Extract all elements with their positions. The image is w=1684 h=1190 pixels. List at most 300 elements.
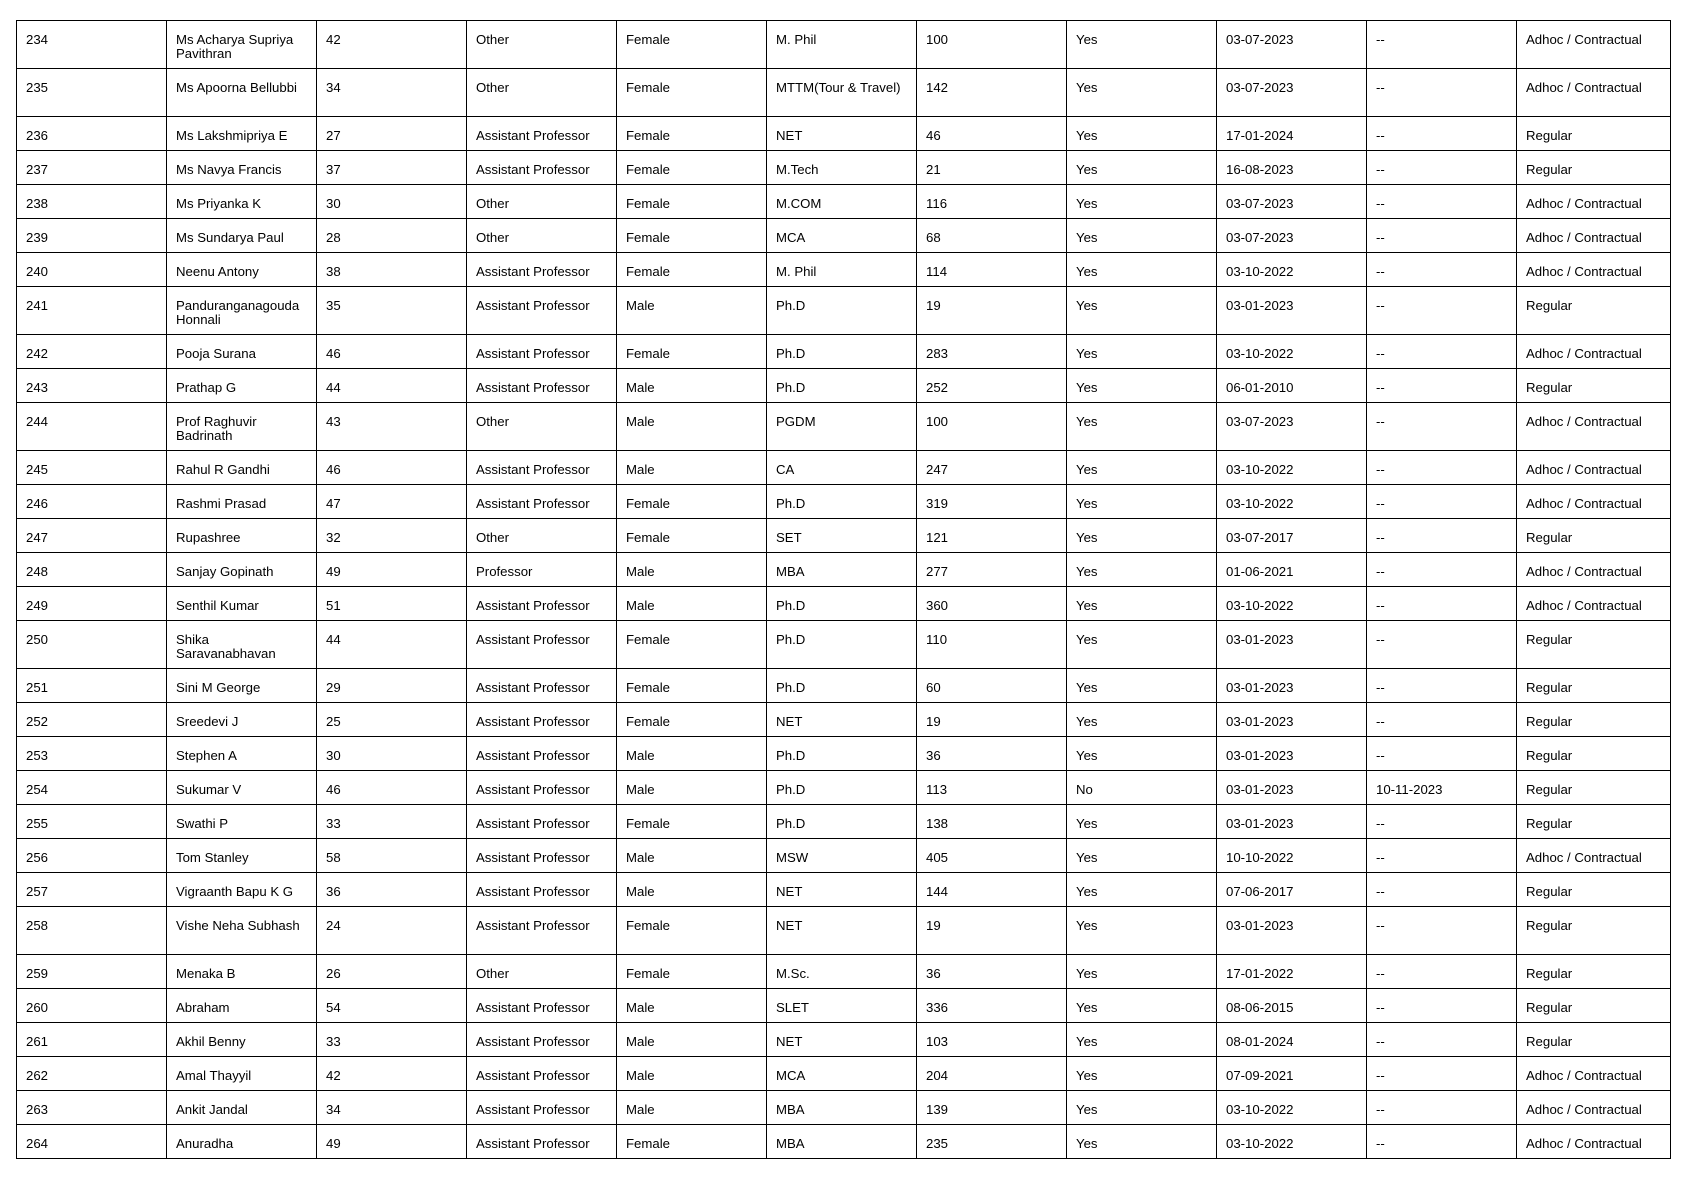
qualification-cell: Ph.D (767, 335, 917, 369)
name-cell: Tom Stanley (167, 839, 317, 873)
designation-cell: Assistant Professor (467, 117, 617, 151)
table-row (17, 1057, 1671, 1091)
leaving-date-cell: -- (1367, 805, 1517, 839)
leaving-date-cell: -- (1367, 117, 1517, 151)
serial-cell: 256 (17, 839, 167, 873)
leaving-date-cell: -- (1367, 1057, 1517, 1091)
table-row (17, 117, 1671, 151)
age-cell: 42 (317, 1057, 467, 1091)
currently-working-cell: Yes (1067, 451, 1217, 485)
experience-cell: 36 (917, 737, 1067, 771)
designation-cell: Assistant Professor (467, 703, 617, 737)
name-cell: Sukumar V (167, 771, 317, 805)
experience-cell: 336 (917, 989, 1067, 1023)
appointment-type-cell: Adhoc / Contractual (1517, 1091, 1671, 1125)
age-cell: 49 (317, 1125, 467, 1159)
joining-date-cell: 03-07-2023 (1217, 403, 1367, 451)
joining-date-cell: 06-01-2010 (1217, 369, 1367, 403)
name-cell: Shika Saravanabhavan (167, 621, 317, 669)
serial-cell: 253 (17, 737, 167, 771)
experience-cell: 142 (917, 69, 1067, 117)
experience-cell: 110 (917, 621, 1067, 669)
leaving-date-cell: -- (1367, 1125, 1517, 1159)
age-cell: 33 (317, 1023, 467, 1057)
currently-working-cell: Yes (1067, 703, 1217, 737)
qualification-cell: MSW (767, 839, 917, 873)
qualification-cell: MCA (767, 219, 917, 253)
gender-cell: Male (617, 369, 767, 403)
joining-date-cell: 03-01-2023 (1217, 669, 1367, 703)
joining-date-cell: 17-01-2024 (1217, 117, 1367, 151)
table-row (17, 519, 1671, 553)
faculty-table-body (17, 21, 1671, 1159)
age-cell: 29 (317, 669, 467, 703)
table-row (17, 185, 1671, 219)
joining-date-cell: 08-01-2024 (1217, 1023, 1367, 1057)
name-cell: Vishe Neha Subhash (167, 907, 317, 955)
age-cell: 43 (317, 403, 467, 451)
currently-working-cell: No (1067, 771, 1217, 805)
gender-cell: Female (617, 805, 767, 839)
designation-cell: Assistant Professor (467, 989, 617, 1023)
experience-cell: 277 (917, 553, 1067, 587)
table-row (17, 1125, 1671, 1159)
experience-cell: 319 (917, 485, 1067, 519)
gender-cell: Female (617, 69, 767, 117)
name-cell: Ms Acharya Supriya Pavithran (167, 21, 317, 69)
leaving-date-cell: -- (1367, 185, 1517, 219)
appointment-type-cell: Adhoc / Contractual (1517, 1125, 1671, 1159)
joining-date-cell: 03-10-2022 (1217, 335, 1367, 369)
age-cell: 27 (317, 117, 467, 151)
age-cell: 32 (317, 519, 467, 553)
appointment-type-cell: Regular (1517, 805, 1671, 839)
name-cell: Ms Apoorna Bellubbi (167, 69, 317, 117)
age-cell: 46 (317, 335, 467, 369)
gender-cell: Female (617, 669, 767, 703)
currently-working-cell: Yes (1067, 69, 1217, 117)
currently-working-cell: Yes (1067, 839, 1217, 873)
gender-cell: Female (617, 1125, 767, 1159)
leaving-date-cell: -- (1367, 703, 1517, 737)
designation-cell: Assistant Professor (467, 335, 617, 369)
designation-cell: Assistant Professor (467, 771, 617, 805)
gender-cell: Female (617, 519, 767, 553)
currently-working-cell: Yes (1067, 151, 1217, 185)
table-row (17, 955, 1671, 989)
table-row (17, 873, 1671, 907)
age-cell: 34 (317, 1091, 467, 1125)
gender-cell: Male (617, 587, 767, 621)
experience-cell: 247 (917, 451, 1067, 485)
serial-cell: 234 (17, 21, 167, 69)
table-row (17, 287, 1671, 335)
gender-cell: Male (617, 989, 767, 1023)
name-cell: Anuradha (167, 1125, 317, 1159)
table-row (17, 989, 1671, 1023)
experience-cell: 144 (917, 873, 1067, 907)
qualification-cell: MTTM(Tour & Travel) (767, 69, 917, 117)
experience-cell: 19 (917, 287, 1067, 335)
designation-cell: Assistant Professor (467, 151, 617, 185)
name-cell: Ms Priyanka K (167, 185, 317, 219)
table-row (17, 451, 1671, 485)
designation-cell: Other (467, 219, 617, 253)
qualification-cell: Ph.D (767, 771, 917, 805)
qualification-cell: Ph.D (767, 485, 917, 519)
appointment-type-cell: Regular (1517, 873, 1671, 907)
serial-cell: 251 (17, 669, 167, 703)
serial-cell: 236 (17, 117, 167, 151)
currently-working-cell: Yes (1067, 519, 1217, 553)
qualification-cell: Ph.D (767, 669, 917, 703)
qualification-cell: M.Tech (767, 151, 917, 185)
appointment-type-cell: Regular (1517, 519, 1671, 553)
experience-cell: 68 (917, 219, 1067, 253)
joining-date-cell: 03-10-2022 (1217, 587, 1367, 621)
gender-cell: Female (617, 485, 767, 519)
currently-working-cell: Yes (1067, 737, 1217, 771)
table-row (17, 369, 1671, 403)
gender-cell: Male (617, 1091, 767, 1125)
currently-working-cell: Yes (1067, 485, 1217, 519)
table-row (17, 621, 1671, 669)
table-row (17, 907, 1671, 955)
leaving-date-cell: -- (1367, 369, 1517, 403)
serial-cell: 260 (17, 989, 167, 1023)
appointment-type-cell: Regular (1517, 771, 1671, 805)
serial-cell: 245 (17, 451, 167, 485)
table-row (17, 669, 1671, 703)
currently-working-cell: Yes (1067, 1023, 1217, 1057)
currently-working-cell: Yes (1067, 1125, 1217, 1159)
leaving-date-cell: -- (1367, 553, 1517, 587)
age-cell: 36 (317, 873, 467, 907)
serial-cell: 238 (17, 185, 167, 219)
currently-working-cell: Yes (1067, 805, 1217, 839)
designation-cell: Other (467, 21, 617, 69)
currently-working-cell: Yes (1067, 403, 1217, 451)
serial-cell: 254 (17, 771, 167, 805)
gender-cell: Female (617, 955, 767, 989)
currently-working-cell: Yes (1067, 587, 1217, 621)
appointment-type-cell: Regular (1517, 621, 1671, 669)
gender-cell: Female (617, 703, 767, 737)
leaving-date-cell: -- (1367, 21, 1517, 69)
currently-working-cell: Yes (1067, 955, 1217, 989)
joining-date-cell: 01-06-2021 (1217, 553, 1367, 587)
qualification-cell: M. Phil (767, 253, 917, 287)
experience-cell: 138 (917, 805, 1067, 839)
experience-cell: 46 (917, 117, 1067, 151)
experience-cell: 21 (917, 151, 1067, 185)
serial-cell: 246 (17, 485, 167, 519)
serial-cell: 257 (17, 873, 167, 907)
appointment-type-cell: Adhoc / Contractual (1517, 553, 1671, 587)
leaving-date-cell: -- (1367, 955, 1517, 989)
qualification-cell: Ph.D (767, 369, 917, 403)
designation-cell: Other (467, 955, 617, 989)
gender-cell: Male (617, 737, 767, 771)
appointment-type-cell: Regular (1517, 1023, 1671, 1057)
name-cell: Rahul R Gandhi (167, 451, 317, 485)
gender-cell: Female (617, 151, 767, 185)
qualification-cell: NET (767, 703, 917, 737)
designation-cell: Assistant Professor (467, 1091, 617, 1125)
joining-date-cell: 03-01-2023 (1217, 287, 1367, 335)
joining-date-cell: 03-01-2023 (1217, 737, 1367, 771)
joining-date-cell: 08-06-2015 (1217, 989, 1367, 1023)
table-row (17, 1023, 1671, 1057)
serial-cell: 264 (17, 1125, 167, 1159)
joining-date-cell: 16-08-2023 (1217, 151, 1367, 185)
leaving-date-cell: -- (1367, 219, 1517, 253)
age-cell: 35 (317, 287, 467, 335)
appointment-type-cell: Adhoc / Contractual (1517, 21, 1671, 69)
age-cell: 42 (317, 21, 467, 69)
qualification-cell: NET (767, 117, 917, 151)
age-cell: 54 (317, 989, 467, 1023)
qualification-cell: Ph.D (767, 621, 917, 669)
joining-date-cell: 17-01-2022 (1217, 955, 1367, 989)
age-cell: 47 (317, 485, 467, 519)
qualification-cell: M. Phil (767, 21, 917, 69)
name-cell: Akhil Benny (167, 1023, 317, 1057)
age-cell: 49 (317, 553, 467, 587)
appointment-type-cell: Adhoc / Contractual (1517, 451, 1671, 485)
table-row (17, 805, 1671, 839)
table-row (17, 553, 1671, 587)
table-row (17, 703, 1671, 737)
serial-cell: 237 (17, 151, 167, 185)
name-cell: Ms Lakshmipriya E (167, 117, 317, 151)
name-cell: Vigraanth Bapu K G (167, 873, 317, 907)
gender-cell: Female (617, 335, 767, 369)
age-cell: 25 (317, 703, 467, 737)
experience-cell: 60 (917, 669, 1067, 703)
gender-cell: Male (617, 1057, 767, 1091)
age-cell: 44 (317, 369, 467, 403)
joining-date-cell: 03-07-2023 (1217, 219, 1367, 253)
table-row (17, 403, 1671, 451)
age-cell: 30 (317, 737, 467, 771)
leaving-date-cell: -- (1367, 151, 1517, 185)
age-cell: 44 (317, 621, 467, 669)
name-cell: Panduranganagouda Honnali (167, 287, 317, 335)
designation-cell: Other (467, 185, 617, 219)
qualification-cell: Ph.D (767, 287, 917, 335)
serial-cell: 258 (17, 907, 167, 955)
leaving-date-cell: -- (1367, 587, 1517, 621)
leaving-date-cell: -- (1367, 335, 1517, 369)
name-cell: Prof Raghuvir Badrinath (167, 403, 317, 451)
gender-cell: Female (617, 185, 767, 219)
name-cell: Ms Navya Francis (167, 151, 317, 185)
age-cell: 46 (317, 451, 467, 485)
currently-working-cell: Yes (1067, 21, 1217, 69)
currently-working-cell: Yes (1067, 219, 1217, 253)
appointment-type-cell: Regular (1517, 907, 1671, 955)
name-cell: Stephen A (167, 737, 317, 771)
joining-date-cell: 07-06-2017 (1217, 873, 1367, 907)
appointment-type-cell: Adhoc / Contractual (1517, 185, 1671, 219)
qualification-cell: Ph.D (767, 587, 917, 621)
currently-working-cell: Yes (1067, 185, 1217, 219)
serial-cell: 244 (17, 403, 167, 451)
age-cell: 30 (317, 185, 467, 219)
gender-cell: Female (617, 621, 767, 669)
gender-cell: Male (617, 451, 767, 485)
leaving-date-cell: -- (1367, 839, 1517, 873)
designation-cell: Other (467, 519, 617, 553)
leaving-date-cell: -- (1367, 1091, 1517, 1125)
appointment-type-cell: Adhoc / Contractual (1517, 1057, 1671, 1091)
appointment-type-cell: Regular (1517, 151, 1671, 185)
joining-date-cell: 03-01-2023 (1217, 621, 1367, 669)
joining-date-cell: 03-07-2017 (1217, 519, 1367, 553)
name-cell: Pooja Surana (167, 335, 317, 369)
gender-cell: Female (617, 253, 767, 287)
name-cell: Abraham (167, 989, 317, 1023)
experience-cell: 36 (917, 955, 1067, 989)
designation-cell: Assistant Professor (467, 485, 617, 519)
currently-working-cell: Yes (1067, 1057, 1217, 1091)
name-cell: Sini M George (167, 669, 317, 703)
experience-cell: 405 (917, 839, 1067, 873)
serial-cell: 255 (17, 805, 167, 839)
leaving-date-cell: -- (1367, 737, 1517, 771)
qualification-cell: SLET (767, 989, 917, 1023)
serial-cell: 243 (17, 369, 167, 403)
leaving-date-cell: -- (1367, 287, 1517, 335)
joining-date-cell: 10-10-2022 (1217, 839, 1367, 873)
designation-cell: Assistant Professor (467, 839, 617, 873)
experience-cell: 235 (917, 1125, 1067, 1159)
serial-cell: 240 (17, 253, 167, 287)
serial-cell: 259 (17, 955, 167, 989)
qualification-cell: NET (767, 873, 917, 907)
currently-working-cell: Yes (1067, 253, 1217, 287)
joining-date-cell: 03-07-2023 (1217, 21, 1367, 69)
name-cell: Senthil Kumar (167, 587, 317, 621)
appointment-type-cell: Adhoc / Contractual (1517, 335, 1671, 369)
joining-date-cell: 03-07-2023 (1217, 185, 1367, 219)
leaving-date-cell: -- (1367, 621, 1517, 669)
appointment-type-cell: Adhoc / Contractual (1517, 219, 1671, 253)
table-row (17, 69, 1671, 117)
serial-cell: 242 (17, 335, 167, 369)
leaving-date-cell: -- (1367, 1023, 1517, 1057)
qualification-cell: M.Sc. (767, 955, 917, 989)
age-cell: 28 (317, 219, 467, 253)
serial-cell: 261 (17, 1023, 167, 1057)
name-cell: Rashmi Prasad (167, 485, 317, 519)
qualification-cell: SET (767, 519, 917, 553)
experience-cell: 283 (917, 335, 1067, 369)
age-cell: 46 (317, 771, 467, 805)
experience-cell: 204 (917, 1057, 1067, 1091)
name-cell: Sanjay Gopinath (167, 553, 317, 587)
leaving-date-cell: -- (1367, 989, 1517, 1023)
age-cell: 24 (317, 907, 467, 955)
appointment-type-cell: Adhoc / Contractual (1517, 839, 1671, 873)
designation-cell: Other (467, 69, 617, 117)
serial-cell: 241 (17, 287, 167, 335)
qualification-cell: PGDM (767, 403, 917, 451)
appointment-type-cell: Regular (1517, 369, 1671, 403)
experience-cell: 100 (917, 403, 1067, 451)
qualification-cell: CA (767, 451, 917, 485)
currently-working-cell: Yes (1067, 873, 1217, 907)
appointment-type-cell: Adhoc / Contractual (1517, 485, 1671, 519)
designation-cell: Assistant Professor (467, 587, 617, 621)
designation-cell: Assistant Professor (467, 1057, 617, 1091)
gender-cell: Male (617, 553, 767, 587)
qualification-cell: Ph.D (767, 805, 917, 839)
currently-working-cell: Yes (1067, 989, 1217, 1023)
age-cell: 37 (317, 151, 467, 185)
appointment-type-cell: Regular (1517, 989, 1671, 1023)
leaving-date-cell: -- (1367, 69, 1517, 117)
table-row (17, 253, 1671, 287)
gender-cell: Female (617, 907, 767, 955)
gender-cell: Male (617, 771, 767, 805)
leaving-date-cell: -- (1367, 873, 1517, 907)
leaving-date-cell: -- (1367, 485, 1517, 519)
leaving-date-cell: -- (1367, 519, 1517, 553)
designation-cell: Assistant Professor (467, 287, 617, 335)
serial-cell: 262 (17, 1057, 167, 1091)
experience-cell: 113 (917, 771, 1067, 805)
currently-working-cell: Yes (1067, 335, 1217, 369)
experience-cell: 139 (917, 1091, 1067, 1125)
designation-cell: Assistant Professor (467, 621, 617, 669)
joining-date-cell: 07-09-2021 (1217, 1057, 1367, 1091)
experience-cell: 19 (917, 907, 1067, 955)
name-cell: Sreedevi J (167, 703, 317, 737)
name-cell: Swathi P (167, 805, 317, 839)
designation-cell: Assistant Professor (467, 669, 617, 703)
table-row (17, 737, 1671, 771)
name-cell: Ms Sundarya Paul (167, 219, 317, 253)
designation-cell: Assistant Professor (467, 1125, 617, 1159)
qualification-cell: MBA (767, 1125, 917, 1159)
joining-date-cell: 03-01-2023 (1217, 771, 1367, 805)
designation-cell: Professor (467, 553, 617, 587)
table-row (17, 771, 1671, 805)
appointment-type-cell: Adhoc / Contractual (1517, 587, 1671, 621)
appointment-type-cell: Adhoc / Contractual (1517, 69, 1671, 117)
leaving-date-cell: -- (1367, 253, 1517, 287)
joining-date-cell: 03-07-2023 (1217, 69, 1367, 117)
experience-cell: 252 (917, 369, 1067, 403)
currently-working-cell: Yes (1067, 907, 1217, 955)
currently-working-cell: Yes (1067, 669, 1217, 703)
leaving-date-cell: -- (1367, 907, 1517, 955)
qualification-cell: MBA (767, 553, 917, 587)
joining-date-cell: 03-01-2023 (1217, 907, 1367, 955)
name-cell: Amal Thayyil (167, 1057, 317, 1091)
age-cell: 38 (317, 253, 467, 287)
currently-working-cell: Yes (1067, 553, 1217, 587)
leaving-date-cell: -- (1367, 451, 1517, 485)
joining-date-cell: 03-10-2022 (1217, 451, 1367, 485)
table-row (17, 335, 1671, 369)
qualification-cell: NET (767, 1023, 917, 1057)
appointment-type-cell: Regular (1517, 703, 1671, 737)
currently-working-cell: Yes (1067, 369, 1217, 403)
joining-date-cell: 03-10-2022 (1217, 485, 1367, 519)
